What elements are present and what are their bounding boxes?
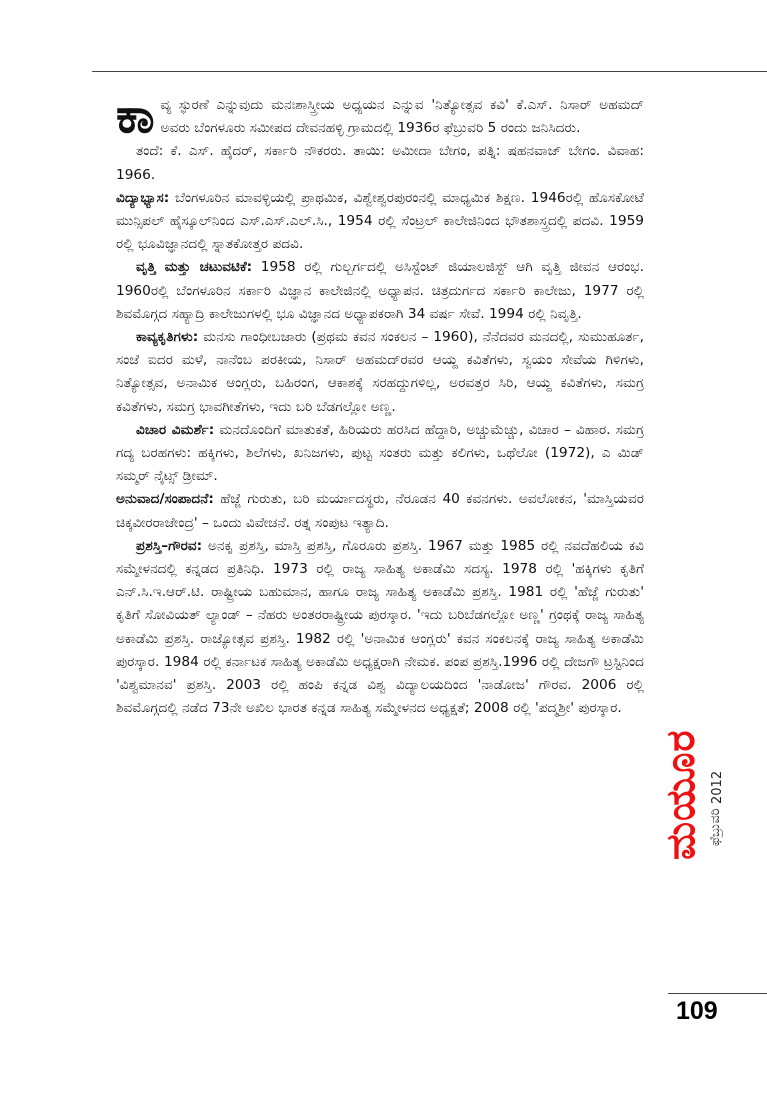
career-label: ವೃತ್ತಿ ಮತ್ತು ಚಟುವಟಿಕೆ: xyxy=(136,259,253,276)
education-label: ವಿದ್ಯಾಭ್ಯಾಸ: xyxy=(116,189,170,206)
criticism-text: ಮನದೊಂದಿಗೆ ಮಾತುಕತೆ, ಹಿರಿಯರು ಹರಸಿದ ಹೆದ್ದಾರಿ, ಅಚ್ಚುಮೆಚ್ಚು, ವಿಚಾರ – ವಿಹಾರ. ಸಮಗ್ರ ಗದ್ಯ ಬರಹಗಳು: ಹಕ್ಕಿಗಳು, ಶಿಲೆಗಳು, ಖನಿಜಗಳು, ಪುಟ್ಟ ಸಂತರು ಮತ್ತು ಕಲಿಗಳು, ಒಥೆಲೋ (1972), ಎ ಮಿಡ್ ಸಮ್ಮರ್ ನೈಟ್ಸ್ ಡ್ರೀಮ್. xyxy=(116,421,644,485)
issue-month: ಫೆಬ್ರುವರಿ xyxy=(708,808,723,846)
poetry-paragraph xyxy=(116,326,644,419)
education-text: ಬೆಂಗಳೂರಿನ ಮಾವಳ್ಳಿಯಲ್ಲಿ ಪ್ರಾಥಮಿಕ, ವಿಶ್ವೇಶ್ವರಪುರಂನಲ್ಲಿ ಮಾಧ್ಯಮಿಕ ಶಿಕ್ಷಣ. 1946ರಲ್ಲಿ ಹೊಸಕೋಟೆ ಮುನ್ಸಿಪಲ್ ಹೈಸ್ಕೂಲ್‌ನಿಂದ ಎಸ್.ಎಸ್.ಎಲ್.ಸಿ., 1954 ರಲ್ಲಿ ಸೆಂಟ್ರಲ್ ಕಾಲೇಜಿನಿಂದ ಭೌತಶಾಸ್ತ್ರದಲ್ಲಿ ಪದವಿ. 1959 ರಲ್ಲಿ ಭೂವಿಜ್ಞಾನದಲ್ಲಿ ಸ್ನಾತಕೋತ್ತರ ಪದವಿ. xyxy=(116,189,644,253)
parents-text: ತಂದೆ: ಕೆ. ಎಸ್. ಹೈದರ್, ಸರ್ಕಾರಿ ನೌಕರರು. ತಾಯಿ: ಅಮೀದಾ ಬೇಗಂ, ಪತ್ನಿ: ಷಹನವಾಜ್ ಬೇಗಂ. ವಿವಾಹ: 1966. xyxy=(116,143,644,183)
criticism-paragraph xyxy=(116,419,644,489)
criticism-label: ವಿಚಾರ ವಿಮರ್ಶೆ: xyxy=(136,421,215,438)
career-text: 1958 ರಲ್ಲಿ ಗುಲ್ಬರ್ಗದಲ್ಲಿ ಅಸಿಸ್ಟೆಂಟ್ ಜಿಯಾಲಜಿಸ್ಟ್ ಆಗಿ ವೃತ್ತಿ ಜೀವನ ಆರಂಭ. 1960ರಲ್ಲಿ ಬೆಂಗಳೂರಿನ ಸರ್ಕಾರಿ ವಿಜ್ಞಾನ ಕಾಲೇಜಿನಲ್ಲಿ ಅಧ್ಯಾಪನ. ಚಿತ್ರದುರ್ಗದ ಸರ್ಕಾರಿ ಕಾಲೇಜು, 1977 ರಲ್ಲಿ ಶಿವಮೊಗ್ಗದ ಸಹ್ಯಾದ್ರಿ ಕಾಲೇಜುಗಳಲ್ಲಿ ಭೂ ವಿಜ್ಞಾನದ ಅಧ್ಯಾಪಕರಾಗಿ 34 ವರ್ಷ ಸೇವೆ. 1994 ರಲ್ಲಿ ನಿವೃತ್ತಿ. xyxy=(116,259,645,322)
magazine-logo: ಮಯೂರ xyxy=(658,729,704,860)
poetry-label: ಕಾವ್ಯಕೃತಿಗಳು: xyxy=(136,329,199,346)
top-divider xyxy=(92,71,767,72)
bottom-divider xyxy=(668,993,767,994)
biography-text xyxy=(116,88,645,720)
poetry-text: ಮನಸು ಗಾಂಧೀಬಜಾರು (ಪ್ರಥಮ ಕವನ ಸಂಕಲನ – 1960), ನೆನೆದವರ ಮನದಲ್ಲಿ, ಸುಮುಹೂರ್ತ, ಸಂಜೆ ಐದರ ಮಳೆ, ನಾನೆಂಬ ಪರಕೀಯ, ನಿಸಾರ್ ಅಹಮದ್‌ರವರ ಆಯ್ದ ಕವಿತೆಗಳು, ಸ್ವಯಂ ಸೇವೆಯ ಗಿಳಿಗಳು, ನಿತ್ಯೋತ್ಸವ, ಅನಾಮಿಕ ಆಂಗ್ಲರು, ಬಹಿರಂಗ, ಆಕಾಶಕ್ಕೆ ಸರಹದ್ದುಗಳಿಲ್ಲ, ಅರವತ್ತರ ಸಿರಿ, ಆಯ್ದ ಕವಿತೆಗಳು, ಸಮಗ್ರ ಕವಿತೆಗಳು, ಸಮಗ್ರ ಭಾವಗೀತೆಗಳು, ಇದು ಬರಿ ಬೆಡಗಲ್ಲೋ ಅಣ್ಣ. xyxy=(116,329,644,415)
issue-year: 2012 xyxy=(710,770,725,804)
page-number: 109 xyxy=(676,997,718,1025)
translation-paragraph xyxy=(116,488,644,534)
career-paragraph xyxy=(116,256,644,326)
translation-text: ಹೆಜ್ಜೆ ಗುರುತು, ಬರಿ ಮರ್ಯಾದಸ್ಥರು, ನೆರೂಡನ 40 ಕವನಗಳು. ಅವಲೋಕನ, 'ಮಾಸ್ತಿಯವರ ಚಿಕ್ಕವೀರರಾಜೇಂದ್ರ' – ಒಂದು ವಿವೇಚನೆ. ರತ್ನ ಸಂಪುಟ ಇತ್ಯಾದಿ. xyxy=(116,491,644,531)
intro-paragraph xyxy=(116,88,644,144)
parents-paragraph xyxy=(116,140,644,186)
intro-text: ವ್ಯ ಸ್ಫುರಣೆ ಎನ್ನುವುದು ಮನಃಶಾಸ್ತ್ರೀಯ ಅಧ್ಯಯನ ಎನ್ನುವ 'ನಿತ್ಯೋತ್ಸವ ಕವಿ' ಕೆ.ಎಸ್. ನಿಸಾರ್ ಅಹಮದ್ ಅವರು ಬೆಂಗಳೂರು ಸಮೀಪದ ದೇವನಹಳ್ಳಿ ಗ್ರಾಮದಲ್ಲಿ 1936ರ ಫೆಬ್ರುವರಿ 5 ರಂದು ಜನಿಸಿದರು. xyxy=(160,97,644,137)
awards-label: ಪ್ರಶಸ್ತಿ–ಗೌರವ: xyxy=(136,537,203,554)
translation-label: ಅನುವಾದ/ಸಂಪಾದನೆ: xyxy=(116,491,214,508)
education-paragraph xyxy=(116,187,644,257)
drop-cap: ಕಾ xyxy=(116,88,155,144)
awards-paragraph xyxy=(116,535,644,721)
awards-text: ಅನಕೃ ಪ್ರಶಸ್ತಿ, ಮಾಸ್ತಿ ಪ್ರಶಸ್ತಿ, ಗೊರೂರು ಪ್ರಶಸ್ತಿ. 1967 ಮತ್ತು 1985 ರಲ್ಲಿ ನವದೆಹಲಿಯ ಕವಿ ಸಮ್ಮೇಳನದಲ್ಲಿ ಕನ್ನಡದ ಪ್ರತಿನಿಧಿ. 1973 ರಲ್ಲಿ ರಾಜ್ಯ ಸಾಹಿತ್ಯ ಅಕಾಡೆಮಿ ಸದಸ್ಯ. 1978 ರಲ್ಲಿ 'ಹಕ್ಕಿಗಳು ಕೃತಿಗೆ ಎನ್.ಸಿ.ಇ.ಆರ್.ಟಿ. ರಾಷ್ಟ್ರೀಯ ಬಹುಮಾನ, ಹಾಗೂ ರಾಜ್ಯ ಸಾಹಿತ್ಯ ಅಕಾಡೆಮಿ ಪ್ರಶಸ್ತಿ. 1981 ರಲ್ಲಿ 'ಹೆಜ್ಜೆ ಗುರುತು' ಕೃತಿಗೆ ಸೋವಿಯತ್ ಲ್ಯಾಂಡ್ – ನೆಹರು ಅಂತರರಾಷ್ಟ್ರೀಯ ಪುರಸ್ಕಾರ. 'ಇದು ಬರಿಬೆಡಗಲ್ಲೋ ಅಣ್ಣ' ಗ್ರಂಥಕ್ಕೆ ರಾಜ್ಯ ಸಾಹಿತ್ಯ ಅಕಾಡೆಮಿ ಪ್ರಶಸ್ತಿ. ರಾಜ್ಯೋತ್ಸವ ಪ್ರಶಸ್ತಿ. 1982 ರಲ್ಲಿ 'ಅನಾಮಿಕ ಆಂಗ್ಲರು' ಕವನ ಸಂಕಲನಕ್ಕೆ ರಾಜ್ಯ ಸಾಹಿತ್ಯ ಅಕಾಡೆಮಿ ಪುರಸ್ಕಾರ. 1984 ರಲ್ಲಿ ಕರ್ನಾಟಕ ಸಾಹಿತ್ಯ ಅಕಾಡೆಮಿ ಅಧ್ಯಕ್ಷರಾಗಿ ನೇಮಕ. ಪಂಪ ಪ್ರಶಸ್ತಿ.1996 ರಲ್ಲಿ ದೇಜಗೌ ಟ್ರಸ್ಟಿನಿಂದ 'ವಿಶ್ವಮಾನವ' ಪ್ರಶಸ್ತಿ. 2003 ರಲ್ಲಿ ಹಂಪಿ ಕನ್ನಡ ವಿಶ್ವ ವಿದ್ಯಾಲಯದಿಂದ 'ನಾಡೋಜ' ಗೌರವ. 2006 ರಲ್ಲಿ ಶಿವಮೊಗ್ಗದಲ್ಲಿ ನಡೆದ 73ನೇ ಅಖಿಲ ಭಾರತ ಕನ್ನಡ ಸಾಹಿತ್ಯ ಸಮ್ಮೇಳನದ ಅಧ್ಯಕ್ಷತೆ; 2008 ರಲ್ಲಿ 'ಪದ್ಮಶ್ರೀ' ಪುರಸ್ಕಾರ. xyxy=(116,537,644,717)
